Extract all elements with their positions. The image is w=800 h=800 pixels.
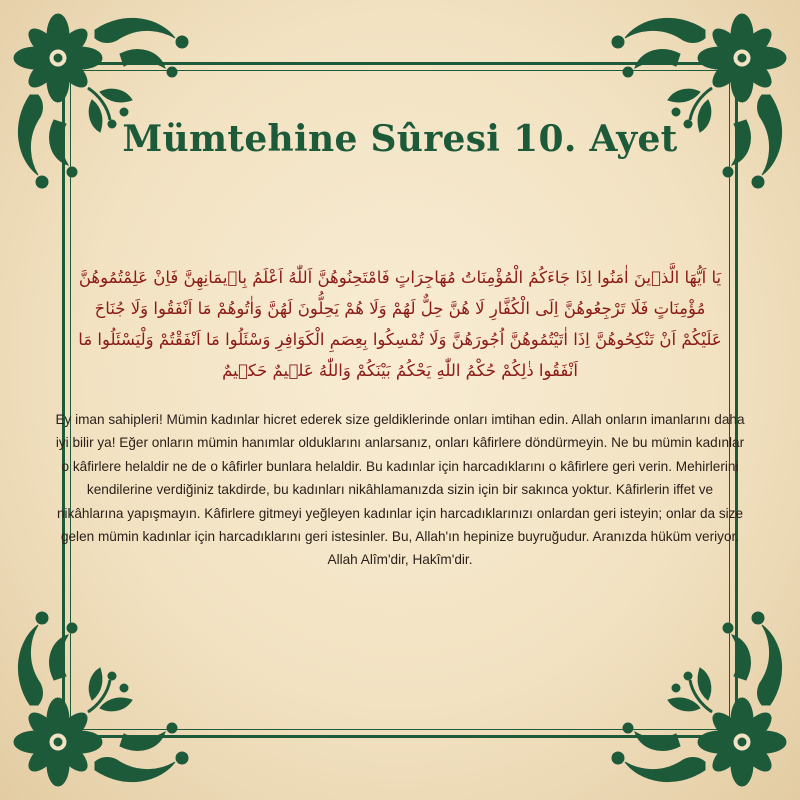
floral-corner-ornament-icon <box>590 0 800 210</box>
floral-corner-ornament-icon <box>590 590 800 800</box>
floral-corner-ornament-icon <box>0 0 210 210</box>
arabic-verse-text: يَا اَيُّهَا الَّذٖينَ اٰمَنُوا اِذَا جَاءَكُمُ الْمُؤْمِنَاتُ مُهَاجِرَاتٍ فَامْتَحِنُوهُنَّ اَللّٰهُ اَعْلَمُ بِاٖيمَانِهِنَّ فَاِنْ عَلِمْتُمُوهُنَّ مُؤْمِنَاتٍ فَلَا تَرْجِعُوهُنَّ اِلَى الْكُفَّارِ لَا هُنَّ حِلٌّ لَهُمْ وَلَا هُمْ يَحِلُّونَ لَهُنَّ وَاٰتُوهُمْ مَا اَنْفَقُوا وَلَا جُنَاحَ عَلَيْكُمْ اَنْ تَنْكِحُوهُنَّ اِذَا اٰتَيْتُمُوهُنَّ اُجُورَهُنَّ وَلَا تُمْسِكُوا بِعِصَمِ الْكَوَافِرِ وَسْئَلُوا مَا اَنْفَقْتُمْ وَلْيَسْئَلُوا مَا اَنْفَقُوا ذٰلِكُمْ حُكْمُ اللّٰهِ يَحْكُمُ بَيْنَكُمْ وَاللّٰهُ عَلٖيمٌ حَكٖيمٌ <box>78 268 722 380</box>
floral-corner-ornament-icon <box>0 590 210 800</box>
turkish-translation-text: Ey iman sahipleri! Mümin kadınlar hicret ederek size geldiklerinde onları imtihan edin. Allah onların imanlarını daha iyi bilir ya! Eğer onların mümin hanımlar olduklarını anlarsanız, onları kâfirlere döndürmeyin. Ne bu mümin kadınlar o kâfirlere helaldir ne de o kâfirler bunlara helaldir. Bu kadınlar için harcadıklarını o kâfirlere geri verin. Mehirlerini kendilerine verdiğiniz takdirde, bu kadınları nikâhlamanızda sizin için bir sakınca yoktur. Kâfirlerin iffet ve nikâhlarına yapışmayın. Kâfirlere gitmeyi yeğleyen kadınlar için harcadıklarınızı onlardan geri isteyin; onlar da size gelen mümin kadınlar için harcadıklarını geri istesinler. Bu, Allah'ın hepinize buyruğudur. Aranızda hüküm veriyor. Allah Alîm'dir, Hakîm'dir. <box>55 412 745 568</box>
page-title: Mümtehine Sûresi 10. Ayet <box>122 118 678 160</box>
